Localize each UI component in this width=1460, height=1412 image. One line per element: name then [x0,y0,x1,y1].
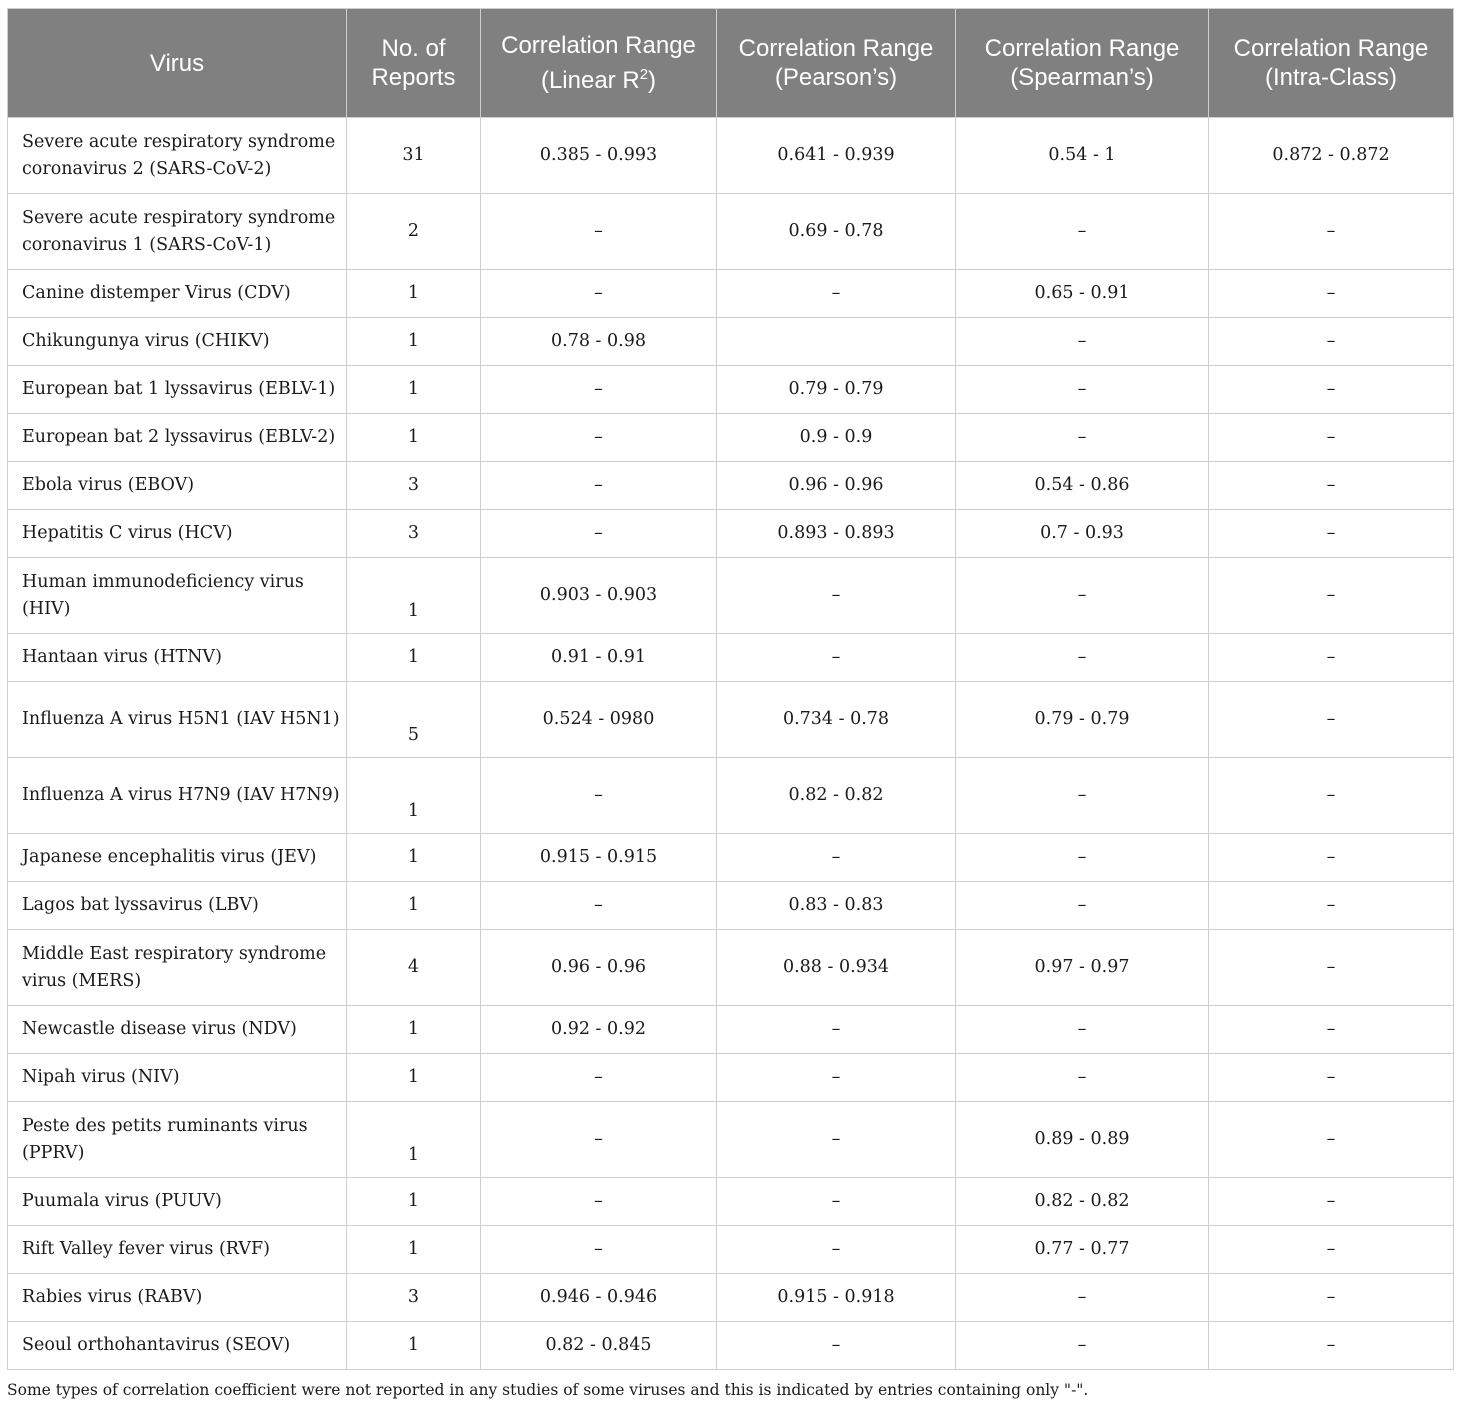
cell-spearman: – [956,758,1209,834]
virus-correlation-table [7,8,1454,1370]
cell-intraclass: – [1209,270,1454,318]
cell-pearson: 0.915 - 0.918 [717,1274,956,1322]
cell-intraclass: – [1209,1054,1454,1102]
cell-pearson: – [717,1102,956,1178]
cell-pearson: – [717,558,956,634]
cell-pearson: 0.79 - 0.79 [717,366,956,414]
cell-intraclass: – [1209,1178,1454,1226]
header-spearman: Correlation Range (Spearman’s) [956,9,1209,118]
header-linear-superscript: 2 [639,66,649,83]
table-row [8,682,1454,758]
cell-reports: 1 [347,1006,481,1054]
cell-spearman: 0.97 - 0.97 [956,930,1209,1006]
cell-spearman: – [956,366,1209,414]
cell-reports: 1 [347,758,481,834]
cell-reports: 3 [347,510,481,558]
cell-virus: European bat 1 lyssavirus (EBLV-1) [8,366,347,414]
cell-virus: Hantaan virus (HTNV) [8,634,347,682]
cell-intraclass: – [1209,318,1454,366]
cell-linear-r2: 0.78 - 0.98 [481,318,717,366]
cell-intraclass: – [1209,510,1454,558]
cell-linear-r2: 0.946 - 0.946 [481,1274,717,1322]
cell-linear-r2: – [481,366,717,414]
cell-linear-r2: 0.524 - 0980 [481,682,717,758]
cell-intraclass: – [1209,1322,1454,1370]
cell-virus: Middle East respiratory syndrome virus (MERS) [8,930,347,1006]
cell-intraclass: – [1209,758,1454,834]
cell-virus: Severe acute respiratory syndrome coronavirus 1 (SARS-CoV-1) [8,194,347,270]
cell-reports: 1 [347,270,481,318]
table-body [8,118,1454,1370]
cell-virus: Newcastle disease virus (NDV) [8,1006,347,1054]
cell-pearson: 0.82 - 0.82 [717,758,956,834]
cell-pearson: – [717,634,956,682]
cell-reports: 2 [347,194,481,270]
table-row [8,882,1454,930]
cell-pearson: – [717,1322,956,1370]
table-row [8,414,1454,462]
header-row [8,9,1454,118]
cell-intraclass: – [1209,882,1454,930]
table-row [8,634,1454,682]
cell-linear-r2: – [481,758,717,834]
cell-linear-r2: 0.915 - 0.915 [481,834,717,882]
cell-spearman: – [956,1274,1209,1322]
cell-intraclass: – [1209,634,1454,682]
cell-virus: Rabies virus (RABV) [8,1274,347,1322]
cell-spearman: – [956,1054,1209,1102]
cell-reports: 1 [347,1322,481,1370]
cell-pearson: 0.734 - 0.78 [717,682,956,758]
cell-virus: Influenza A virus H5N1 (IAV H5N1) [8,682,347,758]
cell-intraclass: – [1209,194,1454,270]
cell-pearson: – [717,1006,956,1054]
cell-intraclass: – [1209,1274,1454,1322]
cell-spearman: – [956,1322,1209,1370]
cell-intraclass: – [1209,834,1454,882]
header-linear-close: ) [648,67,657,94]
table-row [8,318,1454,366]
cell-intraclass: – [1209,1226,1454,1274]
cell-linear-r2: – [481,1178,717,1226]
cell-intraclass: – [1209,558,1454,634]
table-row [8,1102,1454,1178]
table-row [8,366,1454,414]
cell-reports: 1 [347,1054,481,1102]
cell-virus: Ebola virus (EBOV) [8,462,347,510]
cell-reports: 1 [347,1226,481,1274]
cell-pearson: – [717,270,956,318]
cell-virus: Severe acute respiratory syndrome coronavirus 2 (SARS-CoV-2) [8,118,347,194]
cell-reports: 5 [347,682,481,758]
cell-linear-r2: 0.92 - 0.92 [481,1006,717,1054]
cell-virus: Hepatitis C virus (HCV) [8,510,347,558]
cell-pearson: 0.9 - 0.9 [717,414,956,462]
header-reports: No. of Reports [347,9,481,118]
table-row [8,1274,1454,1322]
table-row [8,834,1454,882]
cell-linear-r2: – [481,270,717,318]
header-linear-text: Correlation Range (Linear R [501,32,696,94]
cell-pearson: – [717,1226,956,1274]
cell-reports: 1 [347,834,481,882]
cell-spearman: 0.79 - 0.79 [956,682,1209,758]
table-row [8,1322,1454,1370]
table-row [8,758,1454,834]
cell-spearman: – [956,834,1209,882]
cell-spearman: – [956,414,1209,462]
cell-linear-r2: 0.91 - 0.91 [481,634,717,682]
cell-linear-r2: – [481,510,717,558]
table-row [8,1226,1454,1274]
table-row [8,930,1454,1006]
table-row [8,270,1454,318]
cell-virus: Chikungunya virus (CHIKV) [8,318,347,366]
cell-reports: 1 [347,558,481,634]
cell-pearson: 0.96 - 0.96 [717,462,956,510]
cell-spearman: 0.54 - 1 [956,118,1209,194]
cell-spearman: – [956,318,1209,366]
cell-spearman: 0.54 - 0.86 [956,462,1209,510]
cell-linear-r2: – [481,414,717,462]
cell-linear-r2: 0.96 - 0.96 [481,930,717,1006]
cell-virus: Japanese encephalitis virus (JEV) [8,834,347,882]
cell-reports: 1 [347,318,481,366]
cell-intraclass: 0.872 - 0.872 [1209,118,1454,194]
cell-intraclass: – [1209,930,1454,1006]
cell-spearman: 0.89 - 0.89 [956,1102,1209,1178]
table-footnote: Some types of correlation coefficient were not reported in any studies of some viruses and this is indicated by entries containing only "-". [7,1381,1089,1399]
cell-virus: Human immunodeficiency virus (HIV) [8,558,347,634]
cell-spearman: – [956,194,1209,270]
cell-intraclass: – [1209,1006,1454,1054]
cell-pearson: 0.69 - 0.78 [717,194,956,270]
cell-virus: Canine distemper Virus (CDV) [8,270,347,318]
cell-spearman: 0.7 - 0.93 [956,510,1209,558]
cell-virus: Puumala virus (PUUV) [8,1178,347,1226]
header-linear [481,9,717,118]
cell-reports: 1 [347,1178,481,1226]
cell-linear-r2: – [481,1054,717,1102]
cell-virus: European bat 2 lyssavirus (EBLV-2) [8,414,347,462]
cell-intraclass: – [1209,414,1454,462]
cell-pearson: 0.88 - 0.934 [717,930,956,1006]
cell-pearson: – [717,1054,956,1102]
cell-spearman: 0.82 - 0.82 [956,1178,1209,1226]
cell-reports: 31 [347,118,481,194]
cell-reports: 3 [347,462,481,510]
cell-reports: 1 [347,882,481,930]
cell-intraclass: – [1209,462,1454,510]
cell-reports: 1 [347,1102,481,1178]
cell-pearson: – [717,834,956,882]
cell-linear-r2: 0.903 - 0.903 [481,558,717,634]
cell-linear-r2: 0.82 - 0.845 [481,1322,717,1370]
table-row [8,1054,1454,1102]
cell-spearman: – [956,1006,1209,1054]
cell-intraclass: – [1209,682,1454,758]
cell-linear-r2: – [481,1226,717,1274]
header-virus: Virus [8,9,347,118]
cell-intraclass: – [1209,1102,1454,1178]
cell-virus: Rift Valley fever virus (RVF) [8,1226,347,1274]
cell-pearson: – [717,1178,956,1226]
cell-linear-r2: – [481,462,717,510]
cell-reports: 1 [347,634,481,682]
cell-pearson: 0.641 - 0.939 [717,118,956,194]
table-row [8,194,1454,270]
table-row [8,510,1454,558]
cell-spearman: – [956,882,1209,930]
cell-linear-r2: – [481,194,717,270]
table-row [8,558,1454,634]
cell-reports: 3 [347,1274,481,1322]
cell-linear-r2: – [481,1102,717,1178]
cell-spearman: 0.65 - 0.91 [956,270,1209,318]
table-row [8,462,1454,510]
header-pearson: Correlation Range (Pearson’s) [717,9,956,118]
cell-pearson [717,318,956,366]
cell-spearman: 0.77 - 0.77 [956,1226,1209,1274]
cell-virus: Nipah virus (NIV) [8,1054,347,1102]
cell-reports: 4 [347,930,481,1006]
cell-spearman: – [956,558,1209,634]
cell-virus: Peste des petits ruminants virus (PPRV) [8,1102,347,1178]
header-intraclass: Correlation Range (Intra-Class) [1209,9,1454,118]
cell-virus: Seoul orthohantavirus (SEOV) [8,1322,347,1370]
cell-reports: 1 [347,414,481,462]
table-row [8,1006,1454,1054]
cell-spearman: – [956,634,1209,682]
cell-reports: 1 [347,366,481,414]
cell-pearson: 0.83 - 0.83 [717,882,956,930]
table-row [8,118,1454,194]
cell-virus: Lagos bat lyssavirus (LBV) [8,882,347,930]
cell-pearson: 0.893 - 0.893 [717,510,956,558]
cell-intraclass: – [1209,366,1454,414]
cell-linear-r2: – [481,882,717,930]
cell-linear-r2: 0.385 - 0.993 [481,118,717,194]
cell-virus: Influenza A virus H7N9 (IAV H7N9) [8,758,347,834]
table-row [8,1178,1454,1226]
